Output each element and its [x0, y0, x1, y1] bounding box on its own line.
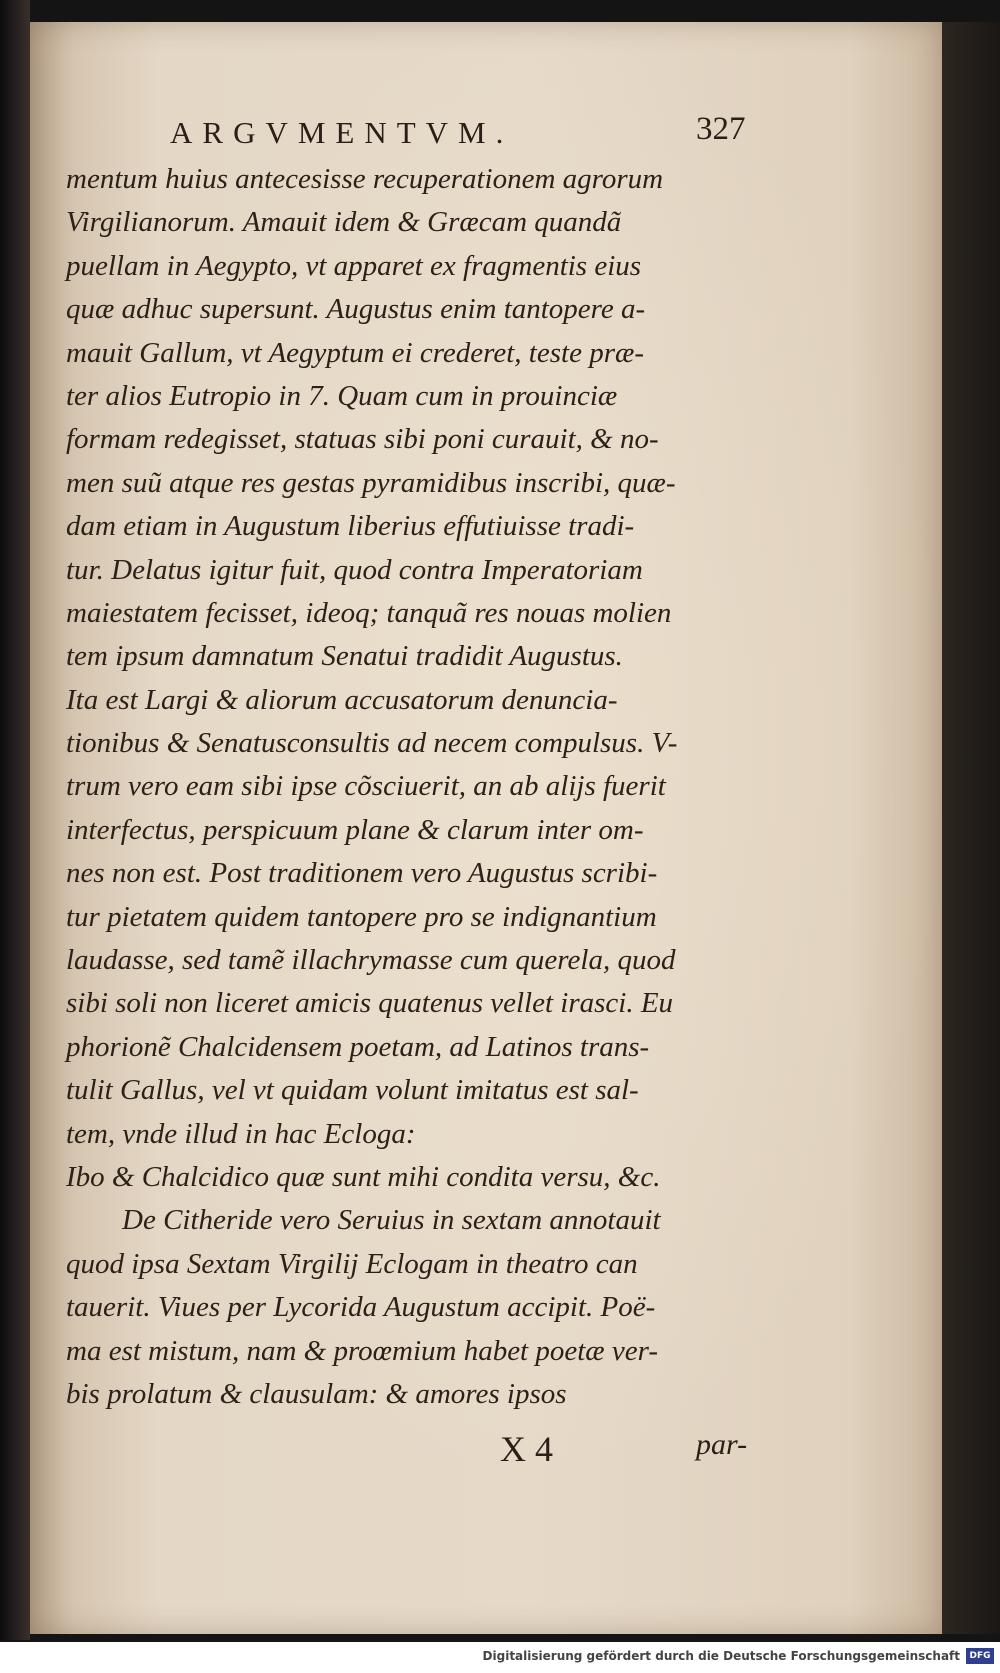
text-line: puellam in Aegypto, vt apparet ex fragmentis eius	[66, 249, 642, 282]
text-line: tauerit. Viues per Lycorida Augustum accipit. Poë-	[66, 1291, 656, 1324]
text-line: maiestatem fecisset, ideoq; tanquã res nouas molien	[66, 596, 672, 629]
text-line: mentum huius antecesisse recuperationem agrorum	[66, 163, 664, 195]
text-line: Virgilianorum. Amauit idem & Græcam quandã	[66, 206, 622, 239]
text-line: formam redegisset, statuas sibi poni curauit, & no-	[66, 423, 659, 456]
book-page	[30, 22, 942, 1634]
book-gutter-edge	[0, 0, 30, 1640]
book-edge-background	[942, 22, 1000, 1634]
text-line: ter alios Eutropio in 7. Quam cum in prouinciæ	[66, 379, 618, 412]
text-line: mauit Gallum, vt Aegyptum ei crederet, teste præ-	[66, 336, 644, 369]
text-line: quod ipsa Sextam Virgilij Eclogam in theatro can	[66, 1247, 638, 1280]
text-line: ma est mistum, nam & proœmium habet poetæ ver-	[66, 1334, 658, 1367]
text-line: sibi soli non liceret amicis quatenus vellet irasci. Eu	[66, 987, 674, 1020]
text-line: nes non est. Post traditionem vero Augustus scribi-	[66, 857, 658, 890]
text-line: Ita est Largi & aliorum accusatorum denuncia-	[66, 683, 618, 716]
text-line: trum vero eam sibi ipse cõsciuerit, an ab alijs fuerit	[66, 770, 666, 803]
text-line: bis prolatum & clausulam: & amores ipsos	[66, 1377, 567, 1410]
text-line: tem ipsum damnatum Senatui tradidit Augustus.	[66, 640, 623, 673]
page-body-text	[66, 158, 788, 1416]
catchword: par-	[696, 1428, 748, 1461]
text-line: dam etiam in Augustum liberius effutiuisse tradi-	[66, 510, 635, 543]
funding-credit: Digitalisierung gefördert durch die Deutsche Forschungsgemeinschaft	[482, 1649, 960, 1663]
dfg-logo: DFG	[966, 1648, 994, 1664]
text-line: tionibus & Senatusconsultis ad necem compulsus. V-	[66, 727, 678, 760]
page-number: 327	[696, 111, 746, 147]
signature-mark: X 4	[500, 1429, 553, 1469]
text-line: Ibo & Chalcidico quæ sunt mihi condita versu, &c.	[66, 1160, 661, 1193]
text-line: quæ adhuc supersunt. Augustus enim tantopere a-	[66, 293, 646, 326]
text-line: laudasse, sed tamẽ illachrymasse cum querela, quod	[66, 944, 676, 977]
text-line: tem, vnde illud in hac Ecloga:	[66, 1117, 416, 1150]
text-line: men suũ atque res gestas pyramidibus inscribi, quæ-	[66, 466, 676, 499]
text-line: tulit Gallus, vel vt quidam volunt imitatus est sal-	[66, 1074, 639, 1107]
running-head: ARGVMENTVM.	[170, 115, 514, 150]
text-line: phorionẽ Chalcidensem poetam, ad Latinos trans-	[66, 1030, 650, 1063]
text-line: De Citheride vero Seruius in sextam annotauit	[122, 1204, 661, 1237]
text-line: tur pietatem quidem tantopere pro se indignantium	[66, 900, 657, 933]
text-line: tur. Delatus igitur fuit, quod contra Imperatoriam	[66, 553, 643, 586]
footer-bar	[0, 1642, 1000, 1673]
text-line: interfectus, perspicuum plane & clarum inter om-	[66, 813, 644, 846]
